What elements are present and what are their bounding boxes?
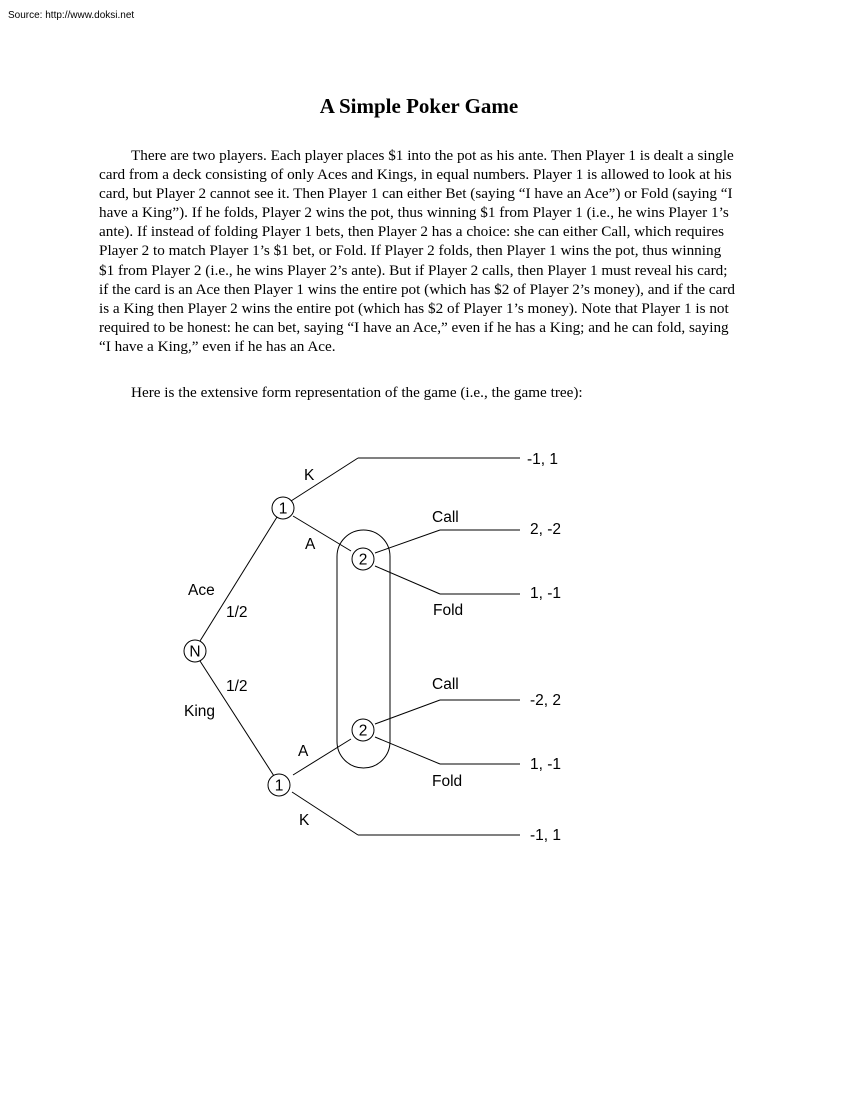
- chance-label-king: King: [184, 703, 216, 720]
- chance-label-ace: Ace: [188, 582, 215, 599]
- payoff-king-a-fold: 1, -1: [530, 756, 562, 773]
- edge-lower-fold: [375, 737, 440, 764]
- edge-ace-a: [293, 516, 351, 551]
- nature-node-label: N: [189, 643, 201, 661]
- edge-upper-call: [375, 530, 440, 553]
- player2-node-upper-label: 2: [358, 551, 368, 569]
- rules-paragraph: There are two players. Each player places $1 into the pot as his ante. Then Player 1 is dealt a single card from a deck consisting of only Aces and Kings, in equal numbers. Player 1 is allowed to look at his card, but Player 2 cannot see it. Then Player 1 can either Bet (saying “I have an Ace”) or Fold (saying “I have a King”). If he folds, Player 2 wins the pot, thus winning $1 from Player 1 (i.e., he wins Player 1’s ante). If instead of folding Player 1 bets, then Player 2 has a choice: she can either Call, which requires Player 2 to match Player 1’s $1 bet, or Fold. If Player 2 folds, then Player 1 wins the pot, thus winning $1 from Player 2 (i.e., he wins Player 2’s ante). But if Player 2 calls, then Player 1 must reveal his card; if the card is an Ace then Player 1 wins the entire pot (which has $2 of Player 2’s money), and if the card is a King then Player 2 wins the entire pot (which has $2 of Player 1’s money). Note that Player 1 is not required to be honest: he can bet, saying “I have an Ace,” even if he has a King; and he can fold, saying “I have a King,” even if he has an Ace.: [99, 147, 735, 355]
- source-label: Source: http://www.doksi.net: [8, 10, 135, 21]
- player1-node-ace-label: 1: [278, 500, 288, 518]
- payoff-king-a-call: -2, 2: [530, 692, 562, 709]
- edge-ace-k: [291, 458, 358, 501]
- player1-node-king-label: 1: [274, 777, 284, 795]
- edge-nature-ace: [200, 517, 277, 641]
- payoff-ace-a-fold: 1, -1: [530, 585, 562, 602]
- intro-paragraph: Here is the extensive form representation of the game (i.e., the game tree):: [131, 384, 583, 401]
- action-label-upper-call: Call: [432, 509, 459, 526]
- edge-lower-call: [375, 700, 440, 724]
- action-label-upper-fold: Fold: [433, 602, 464, 619]
- payoff-ace-a-call: 2, -2: [530, 521, 562, 538]
- action-label-lower-call: Call: [432, 676, 459, 693]
- action-label-ace-k: K: [304, 467, 315, 484]
- prob-label-king: 1/2: [226, 678, 248, 695]
- payoff-ace-k: -1, 1: [527, 451, 559, 468]
- action-label-king-a: A: [298, 743, 309, 760]
- edge-upper-fold: [375, 566, 440, 594]
- action-label-lower-fold: Fold: [432, 773, 463, 790]
- payoff-king-k: -1, 1: [530, 827, 562, 844]
- action-label-king-k: K: [299, 812, 310, 829]
- action-label-ace-a: A: [305, 536, 316, 553]
- prob-label-ace: 1/2: [226, 604, 248, 621]
- player2-node-lower-label: 2: [358, 722, 368, 740]
- page-title: A Simple Poker Game: [319, 94, 519, 118]
